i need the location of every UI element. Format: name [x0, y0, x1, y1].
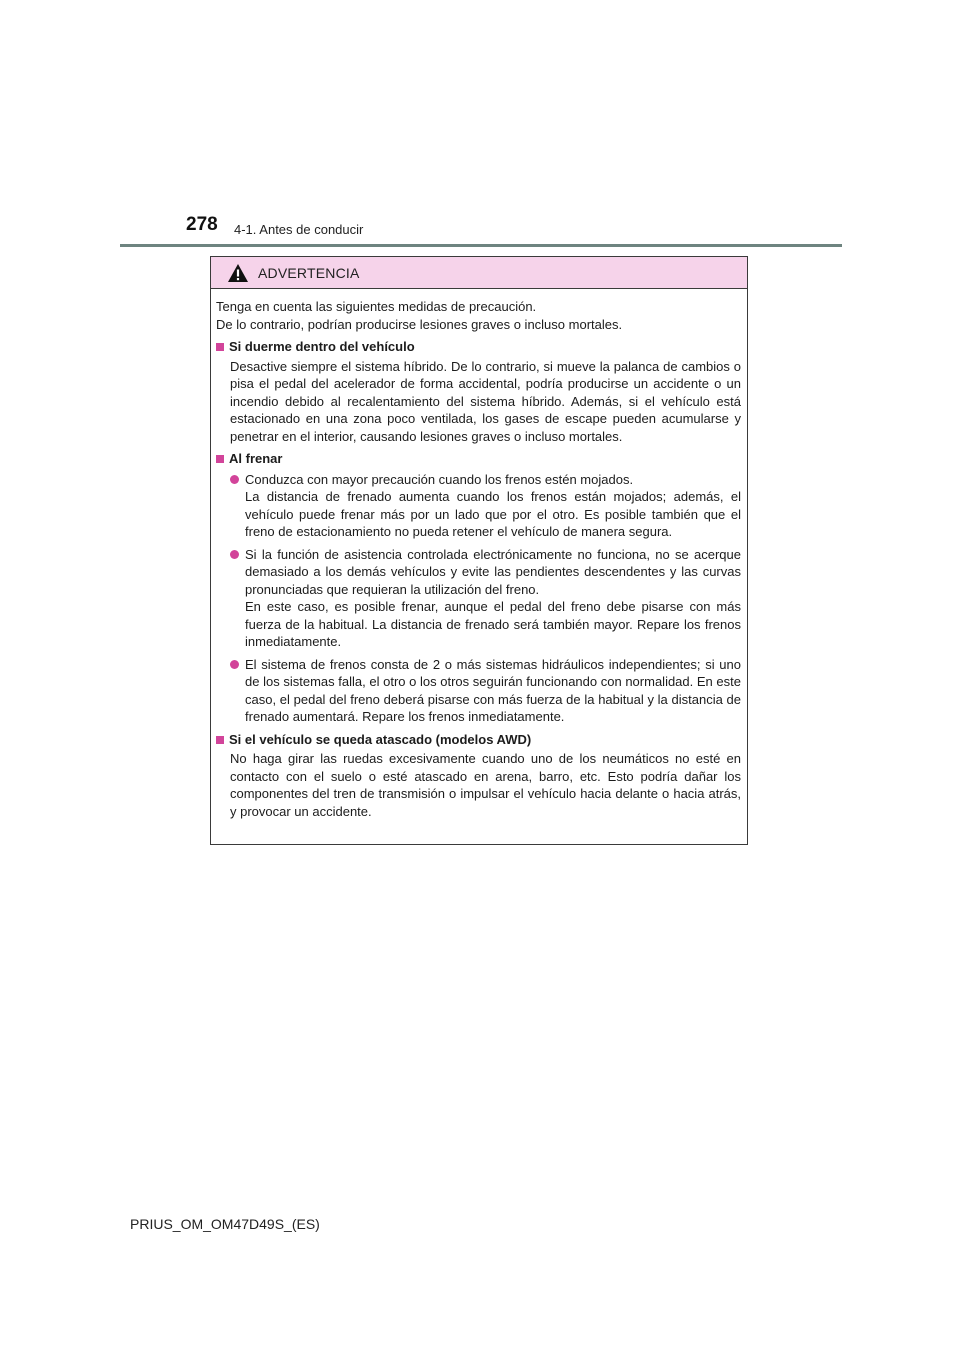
- section-heading-text: Al frenar: [229, 451, 283, 466]
- warning-box: [210, 256, 748, 845]
- list-item-line: Conduzca con mayor precaución cuando los frenos estén mojados.: [245, 471, 634, 487]
- document-code: PRIUS_OM_OM47D49S_(ES): [130, 1216, 320, 1232]
- section-paragraph: No haga girar las ruedas excesivamente cuando uno de los neumáticos no esté en contacto con el suelo o esté atascado en arena, barro, etc. Esto podría dañar los componentes del tren de transmisión o impulsar el vehículo hacia delante o hacia atrás, y provocar un accidente.: [230, 751, 741, 819]
- list-item: [230, 546, 741, 651]
- section-heading-text: Si el vehículo se queda atascado (modelos AWD): [229, 731, 532, 747]
- circle-bullet-icon: [230, 550, 239, 559]
- page-number: 278: [186, 214, 218, 235]
- warning-body: [211, 289, 747, 820]
- square-bullet-icon: [216, 455, 224, 463]
- section-braking: [216, 450, 741, 726]
- section-title: 4-1. Antes de conducir: [234, 222, 364, 237]
- list-item-line: En este caso, es posible frenar, aunque el pedal del freno debe pisarse con más fuerza de la habitual. La distancia de frenado será también mayor. Repare los frenos inmediatamente.: [245, 599, 741, 649]
- list-item-text: [245, 546, 741, 651]
- list-item-text: [245, 471, 741, 541]
- list-item-text: [245, 656, 741, 726]
- section-paragraph: Desactive siempre el sistema híbrido. De lo contrario, si mueve la palanca de cambios o pisa el pedal del acelerador de forma accidental, podría producirse un accidente o un incendio debido al recalentamiento del sistema híbrido. Además, si el vehículo está estacionado en una zona poco ventilada, los gases de escape pueden acumularse y penetrar en el interior, causando lesiones graves o incluso mortales.: [230, 358, 741, 444]
- circle-bullet-icon: [230, 475, 239, 484]
- list-item-line: Si la función de asistencia controlada electrónicamente no funciona, no se acerque demasiado a los demás vehículos y evite las pendientes descendentes y las curvas pronunciadas que requieran la utilización del freno.: [245, 546, 741, 597]
- section-heading: [216, 338, 741, 356]
- warning-title: ADVERTENCIA: [258, 264, 360, 281]
- section-heading: [216, 450, 741, 468]
- warning-triangle-icon: [227, 263, 249, 283]
- list-item-line: La distancia de frenado aumenta cuando los frenos están mojados; además, el vehículo puede frenar más por un lado que por el otro. Es posible también que el freno de estacionamiento no pueda retener el vehículo de manera segura.: [245, 489, 741, 539]
- list-item: [230, 656, 741, 726]
- intro-line: De lo contrario, podrían producirse lesiones graves o incluso mortales.: [216, 316, 623, 332]
- section-heading: [216, 731, 741, 749]
- section-sleeping: [216, 338, 741, 445]
- circle-bullet-icon: [230, 660, 239, 669]
- header-rule: [120, 244, 842, 247]
- list-item: [230, 471, 741, 541]
- intro-line: Tenga en cuenta las siguientes medidas de precaución.: [216, 299, 537, 314]
- section-heading-text: Si duerme dentro del vehículo: [229, 339, 415, 354]
- square-bullet-icon: [216, 343, 224, 351]
- section-stuck: [216, 731, 741, 821]
- list-item-line: El sistema de frenos consta de 2 o más sistemas hidráulicos independientes; si uno de los sistemas falla, el otro o los otros seguirán funcionando con normalidad. En este caso, el pedal del freno deberá pisarse con más fuerza de la habitual y la distancia de frenado aumentará. Repare los frenos inmediatamente.: [245, 656, 741, 724]
- square-bullet-icon: [216, 736, 224, 744]
- warning-header: [211, 257, 747, 289]
- warning-intro: [216, 298, 741, 333]
